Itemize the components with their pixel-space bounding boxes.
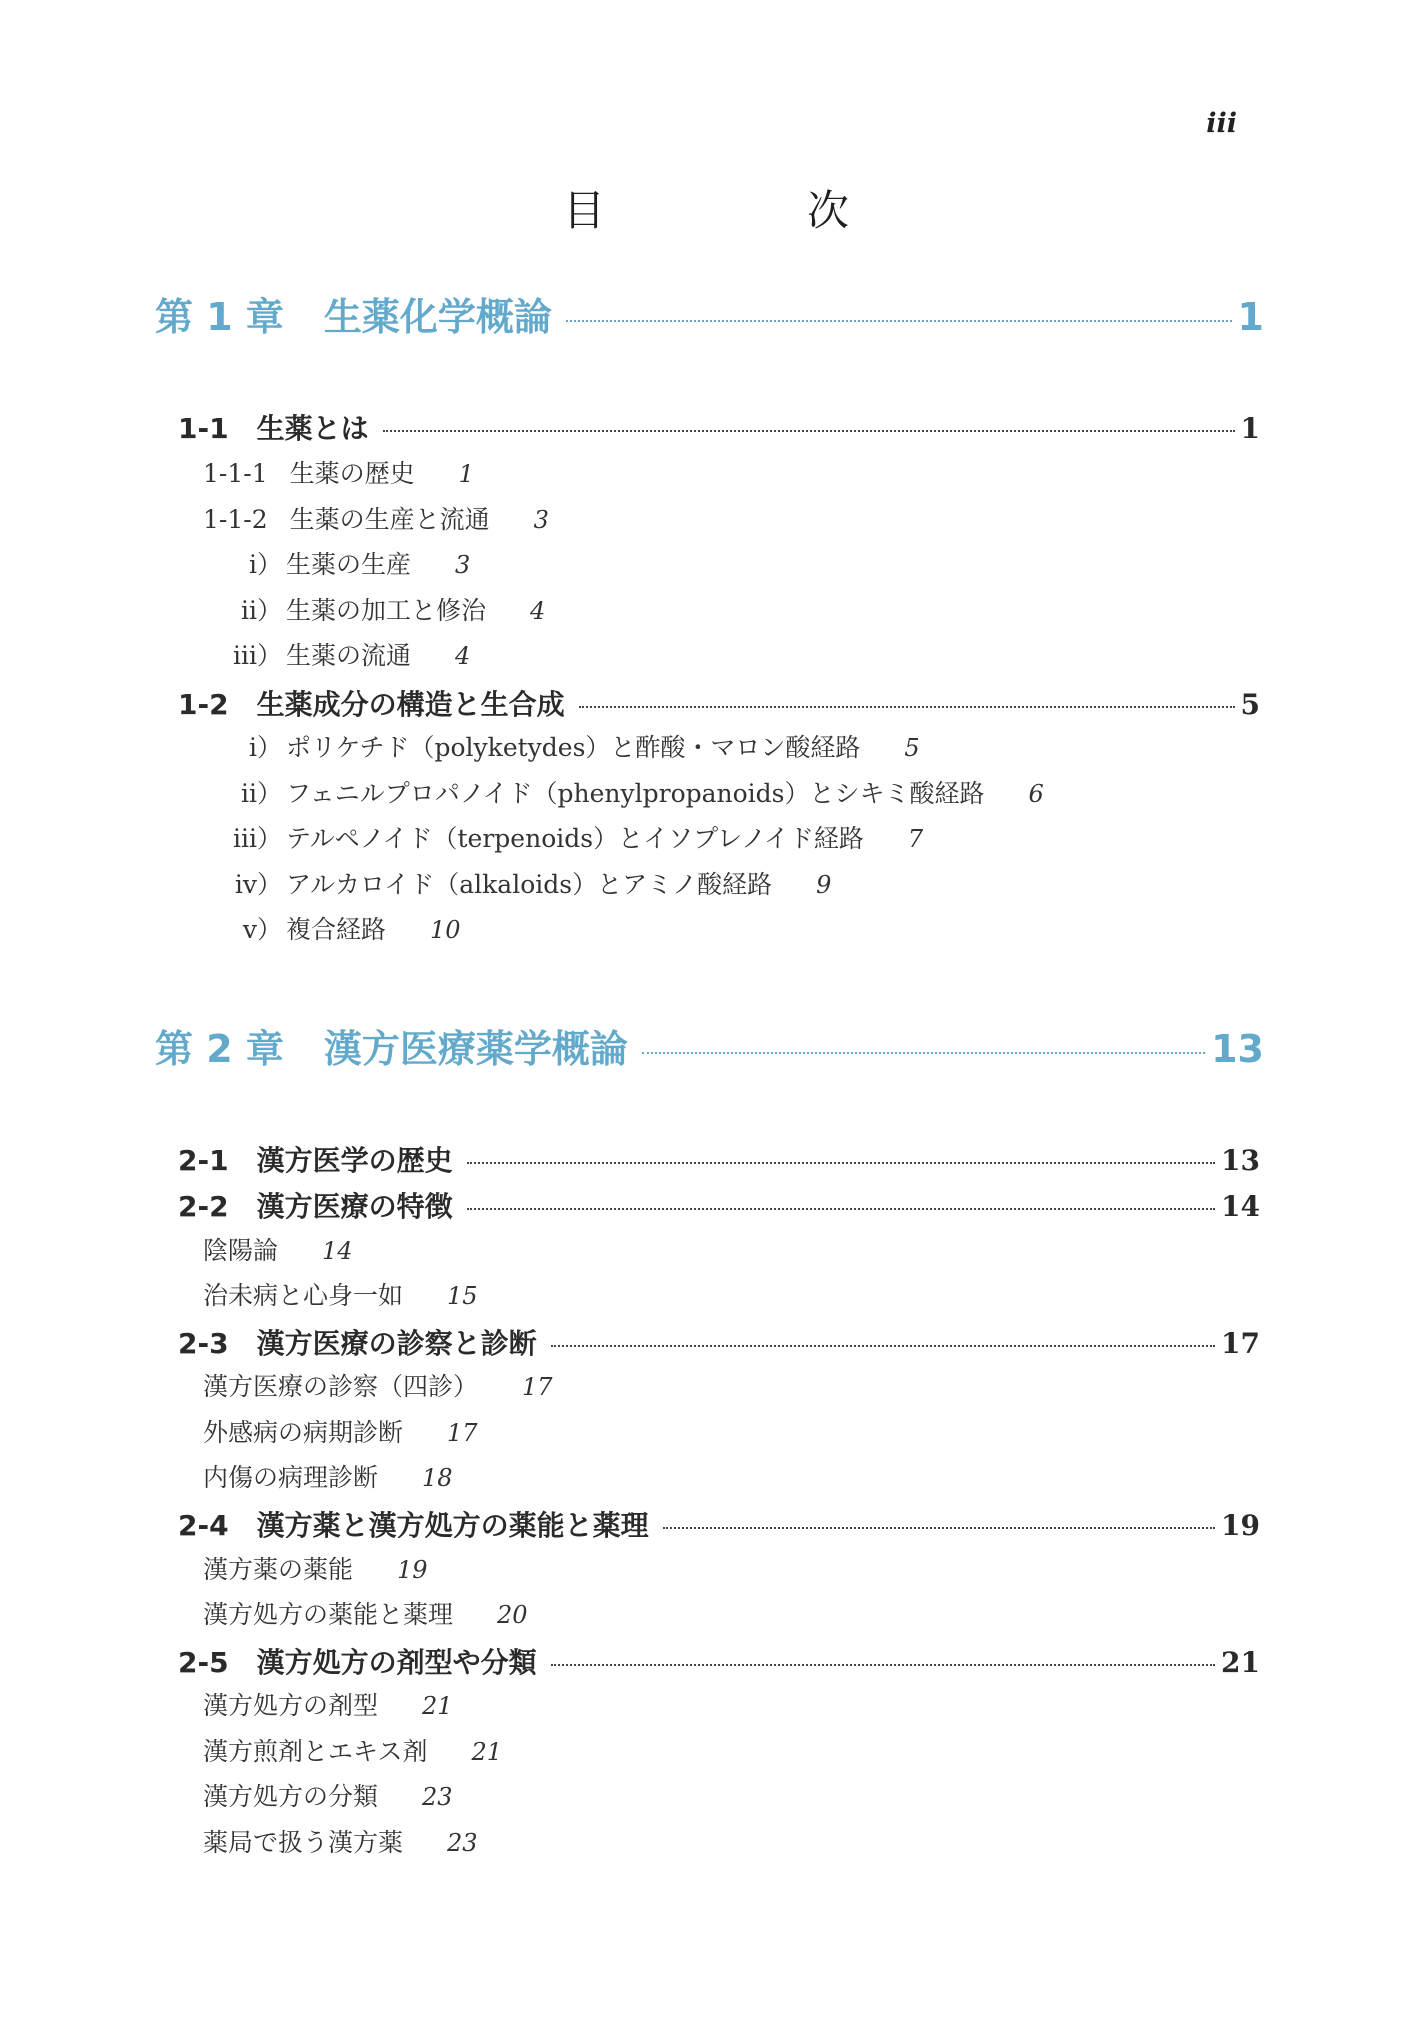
item-title: 漢方処方の薬能と薬理	[203, 1600, 454, 1629]
toc-chapter-1[interactable]	[155, 286, 1264, 341]
item-page: 20	[497, 1601, 528, 1629]
section-page: 5	[1240, 688, 1260, 721]
dot-leader	[383, 429, 1235, 432]
section-number: 2-4	[178, 1509, 229, 1542]
item-number: 1-1-1	[203, 459, 268, 488]
item-page: 7	[907, 825, 924, 853]
item-page: 21	[422, 1692, 453, 1720]
section-number: 2-2	[178, 1190, 229, 1223]
item-number: ⅳ）	[234, 870, 282, 899]
item-title: 生薬の流通	[286, 641, 412, 670]
item-number: 1-1-2	[203, 505, 268, 534]
item-page: 1	[458, 460, 474, 488]
section-title: 漢方医学の歴史	[256, 1144, 453, 1177]
toc-item[interactable]	[230, 591, 545, 627]
item-page: 14	[322, 1237, 353, 1265]
item-page: 4	[530, 597, 546, 625]
item-title: 生薬の生産と流通	[289, 505, 490, 534]
toc-item[interactable]	[230, 865, 831, 901]
item-page: 18	[422, 1464, 453, 1492]
item-number: ⅲ）	[233, 824, 282, 853]
item-number: ⅱ）	[241, 596, 282, 625]
item-title: 薬局で扱う漢方薬	[203, 1828, 404, 1857]
item-title: 生薬の歴史	[289, 459, 415, 488]
item-page: 3	[455, 551, 471, 579]
section-title: 漢方薬と漢方処方の薬能と薬理	[256, 1509, 649, 1542]
toc-item[interactable]	[230, 636, 470, 672]
item-page: 23	[447, 1829, 478, 1857]
item-number: ⅴ）	[242, 915, 282, 944]
toc-item[interactable]	[203, 454, 474, 490]
item-title: フェニルプロパノイド（phenylpropanoids）とシキミ酸経路	[286, 779, 985, 808]
item-title: 治未病と心身一如	[203, 1281, 404, 1310]
item-page: 23	[422, 1783, 453, 1811]
section-number: 2-3	[178, 1327, 229, 1360]
toc-item[interactable]	[230, 774, 1044, 810]
toc-item[interactable]	[203, 1458, 453, 1494]
page-number: iii	[1206, 108, 1237, 139]
toc-item[interactable]	[203, 1231, 353, 1267]
item-number: ⅲ）	[233, 641, 282, 670]
toc-item[interactable]	[203, 1413, 478, 1449]
toc-item[interactable]	[203, 1823, 478, 1859]
item-title: 漢方処方の剤型	[203, 1691, 379, 1720]
toc-section-2-1[interactable]	[178, 1139, 1260, 1179]
section-page: 19	[1221, 1509, 1260, 1542]
item-title: 漢方煎剤とエキス剤	[203, 1737, 428, 1766]
item-page: 17	[522, 1373, 553, 1401]
chapter-page: 13	[1211, 1027, 1264, 1071]
dot-leader	[663, 1526, 1215, 1529]
section-page: 21	[1221, 1646, 1260, 1679]
toc-item[interactable]	[203, 1550, 428, 1586]
item-page: 15	[447, 1282, 478, 1310]
section-page: 1	[1240, 412, 1260, 445]
item-page: 5	[904, 734, 920, 762]
item-number: ⅰ）	[249, 550, 282, 579]
chapter-page: 1	[1237, 295, 1264, 339]
toc-section-2-4[interactable]	[178, 1504, 1260, 1544]
section-title: 生薬とは	[256, 412, 369, 445]
dot-leader	[566, 319, 1232, 322]
chapter-label: 第 1 章	[155, 295, 284, 339]
toc-item[interactable]	[203, 1777, 453, 1813]
item-number: ⅱ）	[241, 779, 282, 808]
section-number: 2-1	[178, 1144, 229, 1177]
toc-chapter-2[interactable]	[155, 1018, 1264, 1073]
item-title: アルカロイド（alkaloids）とアミノ酸経路	[286, 870, 773, 899]
dot-leader	[467, 1207, 1215, 1210]
item-title: 生薬の加工と修治	[286, 596, 487, 625]
toc-item[interactable]	[203, 500, 549, 536]
item-page: 10	[430, 916, 461, 944]
toc-section-1-2[interactable]	[178, 683, 1260, 723]
item-title: 陰陽論	[203, 1236, 279, 1265]
toc-section-2-5[interactable]	[178, 1641, 1260, 1681]
toc-item[interactable]	[203, 1276, 478, 1312]
item-title: ポリケチド（polyketydes）と酢酸・マロン酸経路	[286, 733, 861, 762]
section-title: 漢方医療の診察と診断	[256, 1327, 537, 1360]
toc-item[interactable]	[230, 819, 923, 855]
dot-leader	[551, 1344, 1215, 1347]
item-title: 外感病の病期診断	[203, 1418, 404, 1447]
toc-item[interactable]	[230, 910, 461, 946]
toc-section-2-3[interactable]	[178, 1322, 1260, 1362]
section-page: 14	[1221, 1190, 1260, 1223]
item-title: 漢方処方の分類	[203, 1782, 379, 1811]
item-page: 21	[471, 1738, 503, 1766]
dot-leader	[579, 705, 1235, 708]
chapter-title: 漢方医療薬学概論	[323, 1027, 628, 1071]
item-page: 3	[533, 506, 549, 534]
chapter-title: 生薬化学概論	[323, 295, 552, 339]
toc-section-1-1[interactable]	[178, 407, 1260, 447]
section-number: 1-2	[178, 688, 229, 721]
item-title: 複合経路	[286, 915, 387, 944]
section-number: 2-5	[178, 1646, 229, 1679]
item-title: 生薬の生産	[286, 550, 412, 579]
section-title: 生薬成分の構造と生合成	[256, 688, 565, 721]
dot-leader	[551, 1663, 1215, 1666]
toc-item[interactable]	[203, 1367, 553, 1403]
section-page: 13	[1221, 1144, 1260, 1177]
toc-item[interactable]	[203, 1595, 528, 1631]
section-title: 漢方医療の特徴	[256, 1190, 453, 1223]
item-page: 6	[1028, 780, 1044, 808]
item-number: ⅰ）	[249, 733, 282, 762]
section-number: 1-1	[178, 412, 229, 445]
item-page: 9	[816, 871, 832, 899]
chapter-label: 第 2 章	[155, 1027, 284, 1071]
section-page: 17	[1221, 1327, 1260, 1360]
item-page: 19	[397, 1556, 428, 1584]
toc-section-2-2[interactable]	[178, 1185, 1260, 1225]
dot-leader	[642, 1051, 1205, 1054]
toc-item[interactable]	[230, 728, 920, 764]
item-title: テルペノイド（terpenoids）とイソプレノイド経路	[286, 824, 864, 853]
item-title: 漢方薬の薬能	[203, 1555, 354, 1584]
item-title: 漢方医療の診察（四診）	[203, 1372, 479, 1401]
toc-item[interactable]	[203, 1686, 453, 1722]
dot-leader	[467, 1161, 1215, 1164]
section-title: 漢方処方の剤型や分類	[256, 1646, 537, 1679]
page-title: 目 次	[562, 186, 929, 235]
toc-item[interactable]	[230, 545, 470, 581]
item-title: 内傷の病理診断	[203, 1463, 379, 1492]
toc-item[interactable]	[203, 1732, 502, 1768]
item-page: 4	[455, 642, 471, 670]
item-page: 17	[447, 1419, 478, 1447]
